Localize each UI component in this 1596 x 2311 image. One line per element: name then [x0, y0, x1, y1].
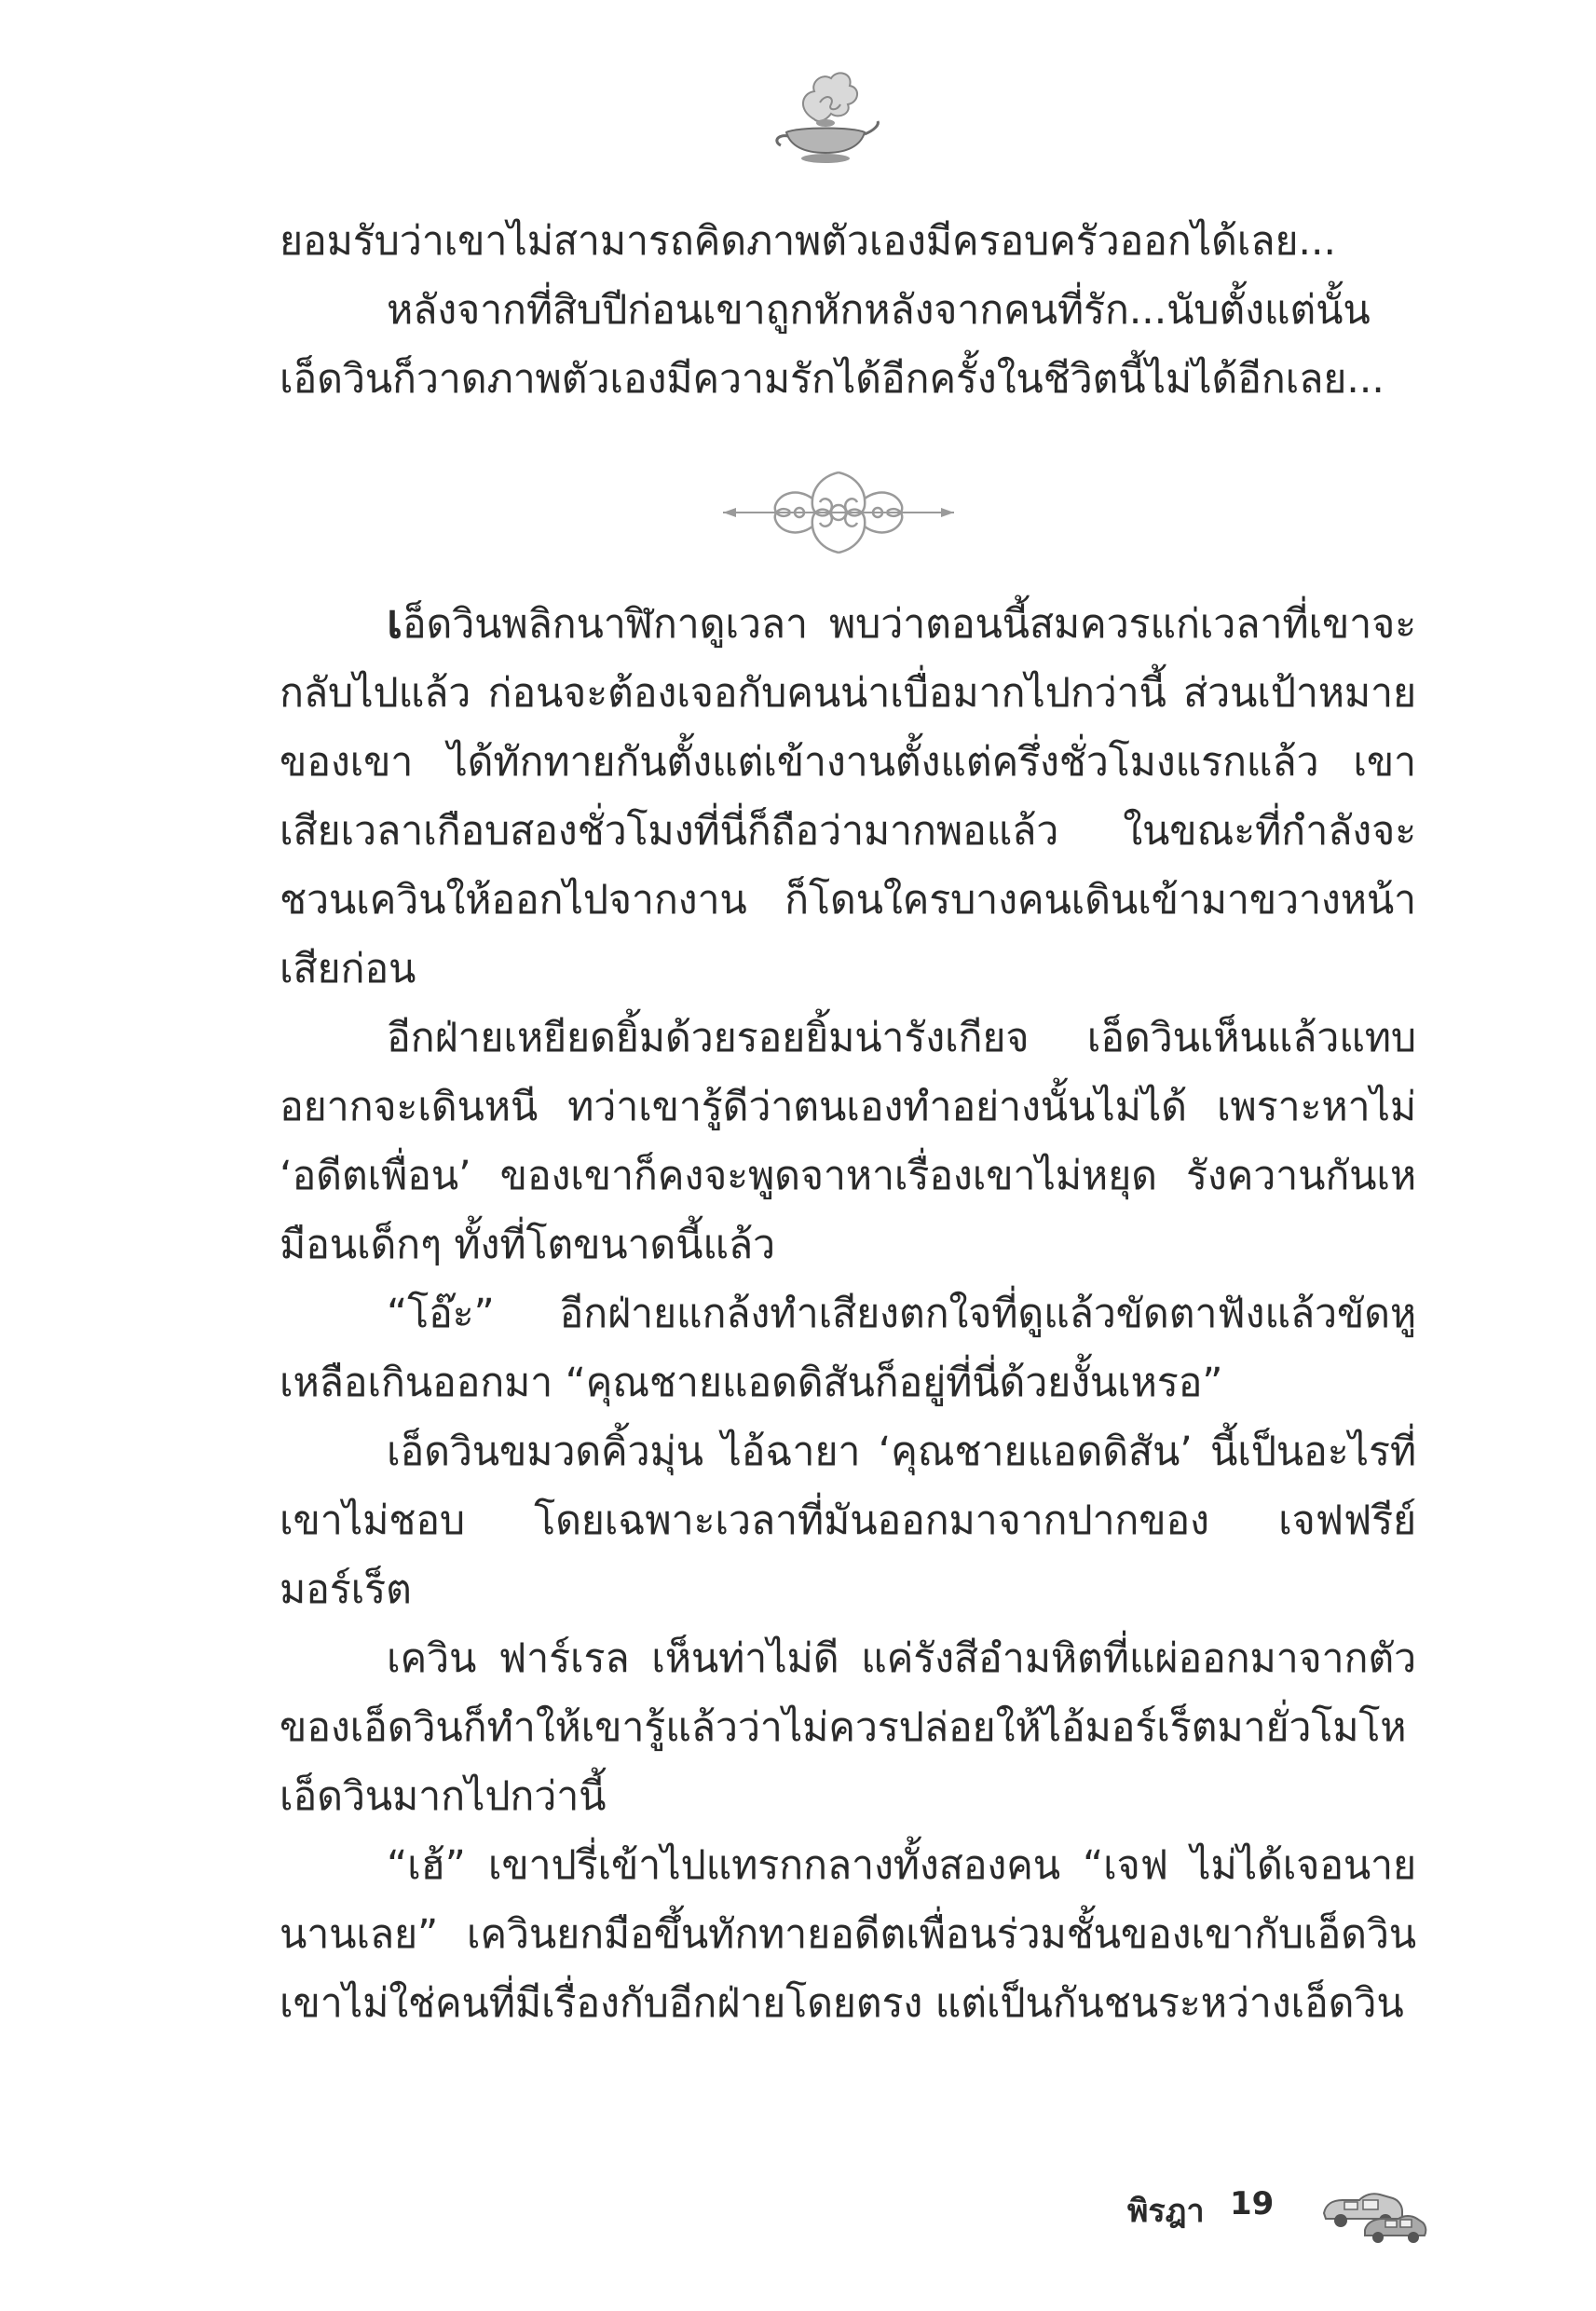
page-footer — [1127, 2176, 1435, 2260]
paragraph-text: อ็ดวินพลิกนาฬิกาดูเวลา พบว่าตอนนี้สมควรแก่เวลาที่เขาจะกลับไปแล้ว ก่อนจะต้องเจอกับคนน่าเบื่อมากไปกว่านี้ ส่วนเป้าหมายของเขา ได้ทักทายกันตั้งแต่เข้างานตั้งแต่ครึ่งชั่วโมงแรกแล้ว เขาเสียเวลาเกือบสองชั่วโมงที่นี่ก็ถือว่ามากพอแล้ว ในขณะที่กำลังจะชวนเควินให้ออกไปจากงาน ก็โดนใครบางคนเดินเข้ามาขวางหน้าเสียก่อน — [280, 601, 1416, 992]
paragraph: “โอ๊ะ” อีกฝ่ายแกล้งทำเสียงตกใจที่ดูแล้วขัดตาฟังแล้วขัดหูเหลือเกินออกมา “คุณชายแอดดิสันก็อยู่ที่นี่ด้วยงั้นเหรอ” — [280, 1291, 1416, 1406]
cars-icon — [1318, 2176, 1430, 2250]
book-title: พิรฎา — [1127, 2193, 1205, 2230]
drop-cap: เ — [387, 595, 402, 649]
paragraph: อีกฝ่ายเหยียดยิ้มด้วยรอยยิ้มน่ารังเกียจ เอ็ดวินเห็นแล้วแทบอยากจะเดินหนี ทว่าเขารู้ดีว่าตนเองทำอย่างนั้นไม่ได้ เพราะหาไม่ ‘อดีตเพื่อน’ ของเขาก็คงจะพูดจาหาเรื่องเขาไม่หยุด รังควานกันเหมือนเด็กๆ ทั้งที่โตขนาดนี้แล้ว — [280, 1015, 1416, 1268]
genie-lamp-icon — [770, 65, 881, 168]
section-divider-ornament — [717, 461, 960, 564]
paragraph — [280, 587, 1416, 1004]
paragraph: เอ็ดวินขมวดคิ้วมุ่น ไอ้ฉายา ‘คุณชายแอดดิสัน’ นี้เป็นอะไรที่เขาไม่ชอบ โดยเฉพาะเวลาที่มันออกมาจากปากของ เจฟฟรีย์ มอร์เร็ต — [280, 1429, 1416, 1613]
paragraph: ยอมรับว่าเขาไม่สามารถคิดภาพตัวเองมีครอบครัวออกได้เลย... — [280, 218, 1336, 265]
paragraph: “เฮ้” เขาปรี่เข้าไปแทรกกลางทั้งสองคน “เจฟ ไม่ได้เจอนายนานเลย” เควินยกมือขึ้นทักทายอดีตเพื่อนร่วมชั้นของเขากับเอ็ดวิน เขาไม่ใช่คนที่มีเรื่องกับอีกฝ่ายโดยตรง แต่เป็นกันชนระหว่างเอ็ดวิน — [280, 1842, 1416, 2027]
paragraph: หลังจากที่สิบปีก่อนเขาถูกหักหลังจากคนที่รัก...นับตั้งแต่นั้น เอ็ดวินก็วาดภาพตัวเองมีความรักได้อีกครั้งในชีวิตนี้ไม่ได้อีกเลย... — [280, 287, 1385, 403]
main-text — [280, 587, 1416, 2038]
paragraph: เควิน ฟาร์เรล เห็นท่าไม่ดี แค่รังสีอำมหิตที่แผ่ออกมาจากตัวของเอ็ดวินก็ทำให้เขารู้แล้วว่าไม่ควรปล่อยให้ไอ้มอร์เร็ตมายั่วโมโหเอ็ดวินมากไปกว่านี้ — [280, 1635, 1416, 1820]
page-number: 19 — [1230, 2185, 1275, 2222]
top-text — [280, 207, 1416, 414]
